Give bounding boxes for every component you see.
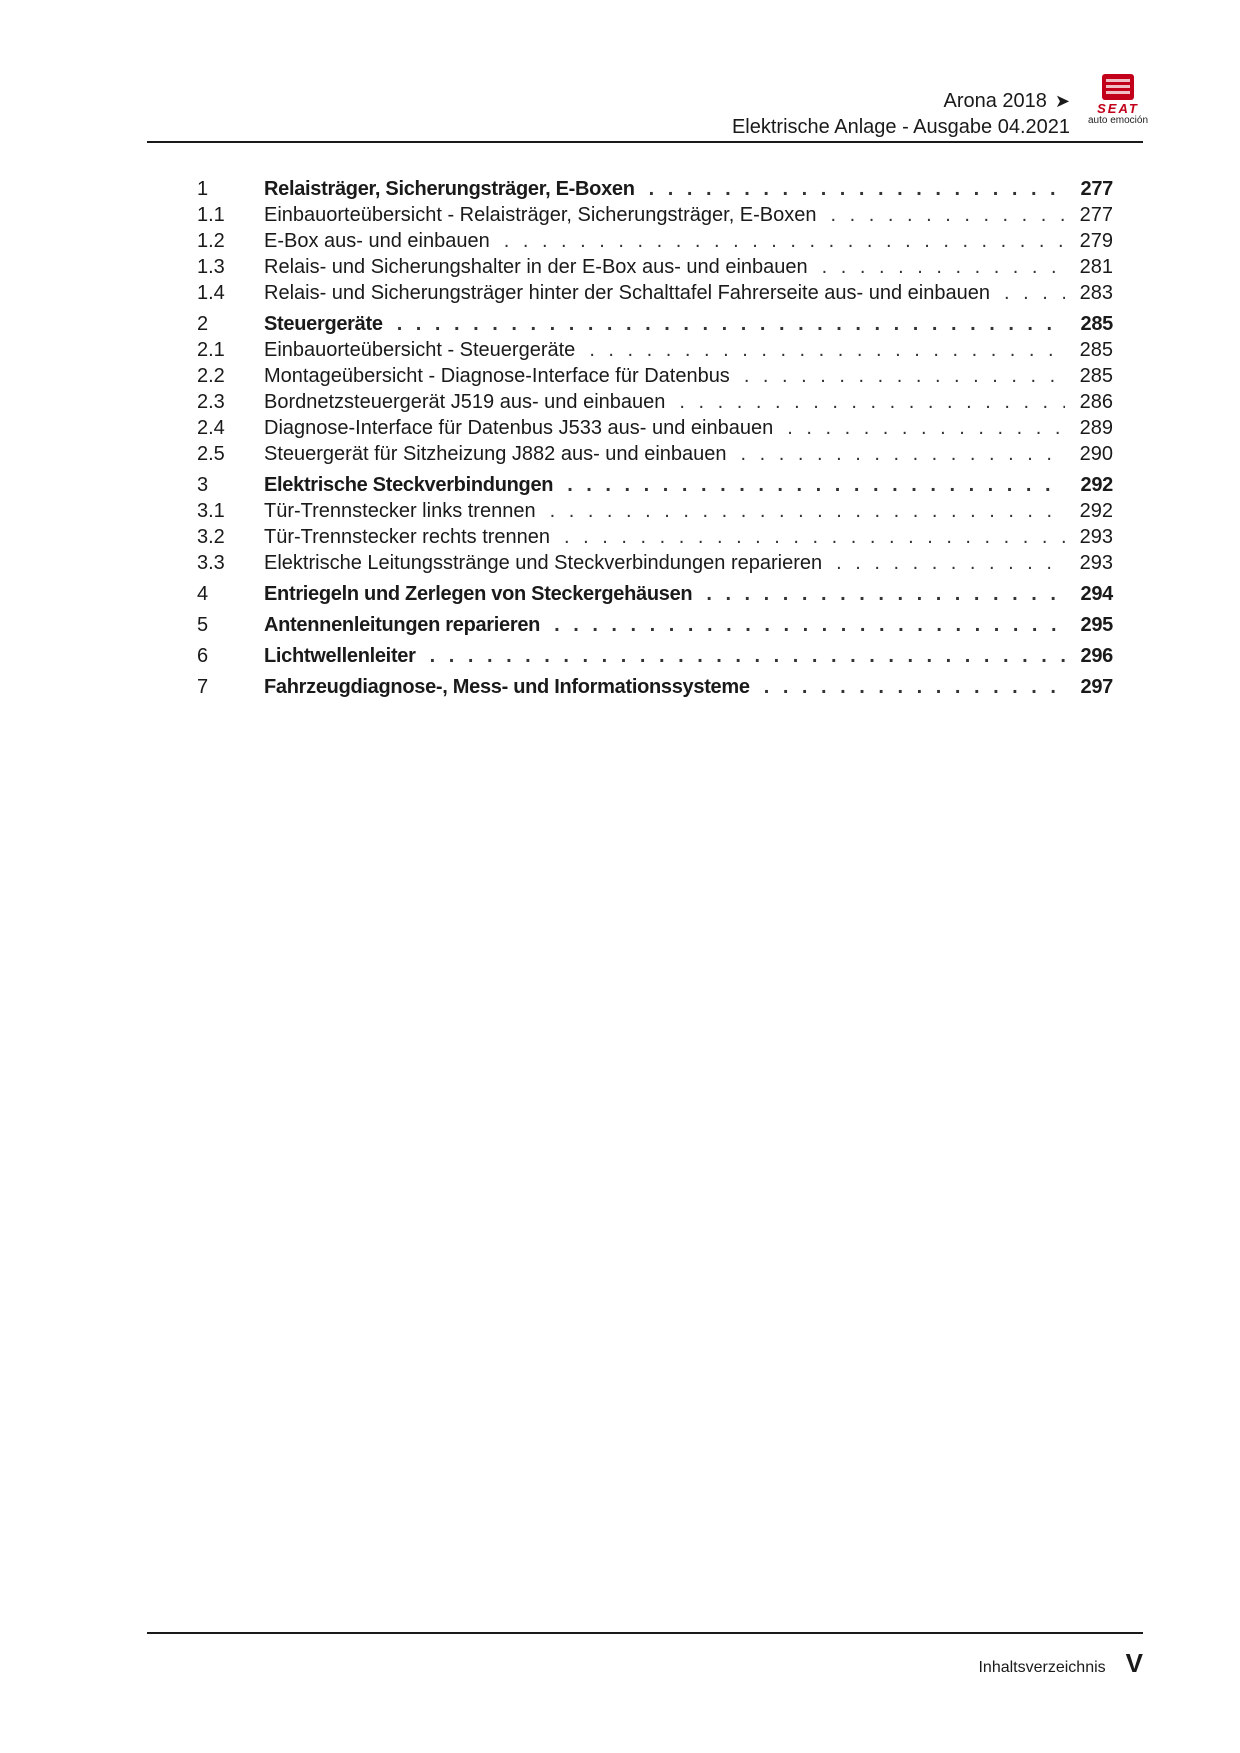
toc-entry-page: 293 (1079, 552, 1113, 574)
toc-entry[interactable] (197, 337, 1113, 363)
toc-dot-leader (550, 498, 1065, 524)
toc-entry-page: 289 (1079, 417, 1113, 439)
toc-entry-title: Fahrzeugdiagnose-, Mess- und Informationssysteme (264, 676, 750, 698)
toc-entry[interactable] (197, 280, 1113, 306)
toc-entry-title: Elektrische Steckverbindungen (264, 474, 554, 496)
toc-dot-leader (589, 337, 1065, 363)
toc-entry-page: 285 (1079, 365, 1113, 387)
toc-entry-page: 277 (1080, 178, 1113, 200)
toc-entry-title: Diagnose-Interface für Datenbus J533 aus- und einbauen (264, 417, 774, 439)
toc-entry-number: 3.2 (197, 526, 225, 548)
toc-entry[interactable] (197, 524, 1113, 550)
toc-entry-number: 4 (197, 583, 209, 605)
toc-entry-title: Elektrische Leitungsstränge und Steckverbindungen reparieren (264, 552, 823, 574)
toc-entry-page: 290 (1079, 443, 1113, 465)
toc-entry[interactable] (197, 550, 1113, 576)
toc-entry-number: 2.2 (197, 365, 225, 387)
toc-entry-number: 3 (197, 474, 209, 496)
toc-entry-number: 2.1 (197, 339, 225, 361)
toc-entry-number: 7 (197, 676, 209, 698)
toc-entry[interactable] (197, 674, 1113, 700)
header-title-row (732, 88, 1070, 114)
toc-entry-page: 279 (1079, 230, 1113, 252)
toc-entry[interactable] (197, 176, 1113, 202)
arrow-right-icon: ➤ (1054, 91, 1070, 111)
toc-entry[interactable] (197, 389, 1113, 415)
toc-entry-number: 1.1 (197, 204, 225, 226)
toc-entry-number: 2 (197, 313, 209, 335)
page-footer (978, 1648, 1143, 1679)
toc-entry-page: 295 (1080, 614, 1113, 636)
toc-entry-title: Tür-Trennstecker rechts trennen (264, 526, 551, 548)
toc-dot-leader (744, 363, 1065, 389)
toc-entry-title: Bordnetzsteuergerät J519 aus- und einbauen (264, 391, 666, 413)
header-divider (147, 141, 1143, 143)
footer-section-label: Inhaltsverzeichnis (978, 1659, 1106, 1676)
toc-dot-leader (836, 550, 1065, 576)
toc-dot-leader (787, 415, 1065, 441)
toc-dot-leader (430, 643, 1065, 669)
toc-entry-number: 3.3 (197, 552, 225, 574)
toc-dot-leader (764, 674, 1065, 700)
toc-entry[interactable] (197, 228, 1113, 254)
toc-entry-page: 296 (1080, 645, 1113, 667)
toc-dot-leader (564, 524, 1065, 550)
toc-dot-leader (397, 311, 1065, 337)
toc-entry-title: Tür-Trennstecker links trennen (264, 500, 536, 522)
page-number: V (1125, 1648, 1143, 1678)
manual-subtitle: Elektrische Anlage - Ausgabe 04.2021 (731, 116, 1070, 138)
toc-entry-number: 1.3 (197, 256, 225, 278)
toc-entry-title: Relais- und Sicherungshalter in der E-Box aus- und einbauen (264, 256, 808, 278)
toc-entry[interactable] (197, 581, 1113, 607)
toc-entry-page: 294 (1080, 583, 1113, 605)
toc-entry-page: 281 (1079, 256, 1113, 278)
toc-dot-leader (649, 176, 1065, 202)
toc-dot-leader (504, 228, 1065, 254)
toc-entry-title: Lichtwellenleiter (264, 645, 416, 667)
toc-dot-leader (567, 472, 1065, 498)
toc-entry-title: Relaisträger, Sicherungsträger, E-Boxen (264, 178, 635, 200)
toc-entry-title: Montageübersicht - Diagnose-Interface für Datenbus (264, 365, 730, 387)
toc-dot-leader (1004, 280, 1065, 306)
toc-dot-leader (679, 389, 1065, 415)
toc-entry[interactable] (197, 415, 1113, 441)
toc-entry[interactable] (197, 254, 1113, 280)
toc-entry[interactable] (197, 202, 1113, 228)
seat-logo-icon (1100, 72, 1136, 102)
toc-entry-title: Einbauorteübersicht - Relaisträger, Sicherungsträger, E-Boxen (264, 204, 817, 226)
toc-dot-leader (831, 202, 1065, 228)
toc-entry-title: Antennenleitungen reparieren (264, 614, 541, 636)
toc-entry-page: 285 (1079, 339, 1113, 361)
toc-entry[interactable] (197, 612, 1113, 638)
toc-dot-leader (706, 581, 1065, 607)
toc-entry-page: 292 (1080, 474, 1113, 496)
toc-entry-page: 285 (1080, 313, 1113, 335)
toc-entry[interactable] (197, 311, 1113, 337)
toc-entry-title: Steuergerät für Sitzheizung J882 aus- und einbauen (264, 443, 727, 465)
toc-entry-number: 1 (197, 178, 209, 200)
brand-tagline: auto emoción (1087, 115, 1149, 126)
brand-logo (1080, 72, 1156, 128)
toc-entry-number: 1.4 (197, 282, 225, 304)
toc-entry[interactable] (197, 498, 1113, 524)
toc-entry-title: Einbauorteübersicht - Steuergeräte (264, 339, 576, 361)
table-of-contents (197, 176, 1113, 700)
toc-entry-title: Entriegeln und Zerlegen von Steckergehäusen (264, 583, 693, 605)
toc-dot-leader (822, 254, 1065, 280)
toc-dot-leader (554, 612, 1065, 638)
document-header (732, 88, 1070, 140)
brand-name: SEAT (1097, 101, 1139, 116)
toc-entry-number: 2.4 (197, 417, 225, 439)
toc-entry[interactable] (197, 363, 1113, 389)
toc-dot-leader (741, 441, 1065, 467)
toc-entry-page: 277 (1079, 204, 1113, 226)
toc-entry-number: 6 (197, 645, 209, 667)
toc-entry-page: 297 (1080, 676, 1113, 698)
toc-entry-number: 1.2 (197, 230, 225, 252)
toc-entry[interactable] (197, 472, 1113, 498)
toc-entry-title: Relais- und Sicherungsträger hinter der Schalttafel Fahrerseite aus- und einbauen (264, 282, 990, 304)
toc-entry-number: 5 (197, 614, 209, 636)
toc-entry-page: 286 (1079, 391, 1113, 413)
toc-entry-number: 2.3 (197, 391, 225, 413)
toc-entry-page: 292 (1079, 500, 1113, 522)
toc-entry-page: 293 (1079, 526, 1113, 548)
toc-entry-title: E-Box aus- und einbauen (264, 230, 490, 252)
toc-entry-number: 2.5 (197, 443, 225, 465)
toc-entry[interactable] (197, 643, 1113, 669)
model-title: Arona 2018 (943, 90, 1047, 112)
toc-entry-title: Steuergeräte (264, 313, 383, 335)
toc-entry[interactable] (197, 441, 1113, 467)
footer-divider (147, 1632, 1143, 1634)
toc-entry-page: 283 (1079, 282, 1113, 304)
toc-entry-number: 3.1 (197, 500, 225, 522)
